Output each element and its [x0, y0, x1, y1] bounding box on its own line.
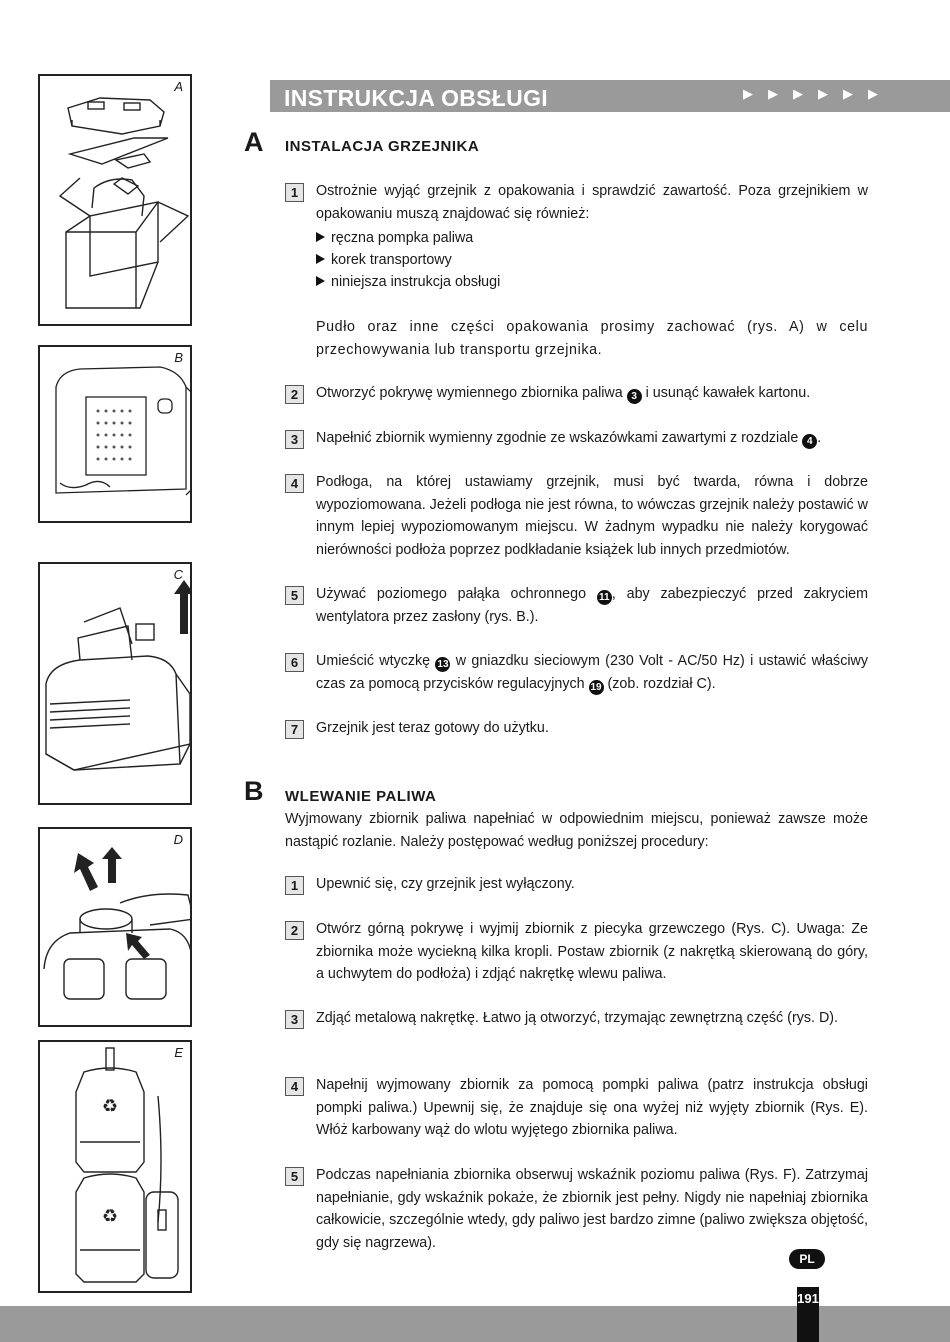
step-number: 6 [285, 653, 304, 672]
reference-number: 3 [627, 389, 642, 404]
step-number: 2 [285, 385, 304, 404]
section-intro: Wyjmowany zbiornik paliwa napełniać w odpowiednim miejscu, ponieważ zawsze może nastąpić rozlanie. Należy postępować według poniższej procedury: [285, 811, 868, 850]
step-text: Ostrożnie wyjąć grzejnik z opakowania i sprawdzić zawartość. Poza grzejnikiem w opakowaniu muszą znajdować się również: [316, 183, 868, 222]
step-text: Otwórz górną pokrywę i wyjmij zbiornik z piecyka grzewczego (Rys. C). Uwaga: Ze zbiornika może wyciekną kilka kropli. Postaw zbiornik (z nakrętką skierowaną do góry, a uchwytem do podłoża) i zdjąć nakrętkę wlewu paliwa. [316, 921, 868, 982]
step-text: Napełnij wyjmowany zbiornik za pomocą pompki paliwa (patrz instrukcja obsługi pompki paliwa.) Upewnij się, że znajduje się ona wyżej niż wyjęty zbiornik (Rys. E). Włóż karbowany wąż do wlotu wyjętego zbiornika paliwa. [316, 1077, 868, 1138]
figure-label: A [174, 79, 183, 94]
arrow-right-icon: ▶ [768, 86, 778, 101]
step-text: Napełnić zbiornik wymienny zgodnie ze wskazówkami zawartymi z rozdziale 4 . [316, 430, 822, 447]
figure-d [38, 827, 192, 1027]
step-text: Umieścić wtyczkę 13 w gniazdku sieciowym (230 Volt - AC/50 Hz) i ustawić właściwy czas za pomocą przycisków regulacyjnych 19 (zob. rozdział C). [316, 653, 868, 693]
bullet-item [316, 271, 500, 293]
step-number: 5 [285, 1167, 304, 1186]
reference-number: 11 [597, 590, 612, 605]
bullet-text: niniejsza instrukcja obsługi [331, 274, 501, 290]
step-number: 3 [285, 430, 304, 449]
step-text: Otworzyć pokrywę wymiennego zbiornika paliwa 3 i usunąć kawałek kartonu. [316, 385, 811, 402]
step-number: 1 [285, 876, 304, 895]
bullet-text: korek transportowy [331, 252, 452, 268]
section-title-b: WLEWANIE PALIWA [285, 788, 437, 805]
section-letter-a: A [244, 127, 264, 157]
arrow-right-icon: ▶ [868, 86, 878, 101]
heater-tank-removal-illustration [40, 564, 192, 805]
figure-c [38, 562, 192, 805]
heater-back-illustration [40, 347, 192, 523]
heater-box-illustration [40, 76, 192, 326]
figure-e [38, 1040, 192, 1293]
bullet-item [316, 227, 473, 249]
step-number: 5 [285, 586, 304, 605]
step-text: Grzejnik jest teraz gotowy do użytku. [316, 720, 549, 736]
cap-removal-illustration [40, 829, 192, 1027]
step-text: Upewnić się, czy grzejnik jest wyłączony. [316, 876, 575, 892]
arrow-right-icon: ▶ [743, 86, 753, 101]
step-number: 4 [285, 474, 304, 493]
page-title: INSTRUKCJA OBSŁUGI [284, 85, 548, 111]
figure-label: B [174, 350, 183, 365]
reference-number: 4 [802, 434, 817, 449]
bullet-text: ręczna pompka paliwa [331, 230, 474, 246]
step-number: 4 [285, 1077, 304, 1096]
reference-number: 13 [437, 659, 449, 670]
step-text: Podłoga, na której ustawiamy grzejnik, musi być twarda, równa i dobrze wypoziomowana. Jeżeli podłoga nie jest równa, to wówczas grzejnik należy postawić w innym lepiej wypoziomowanym miejscu. W żadnym wypadku nie należy korygować nierówności podłoża poprzez podkładanie książek lub innych przedmiotów. [316, 474, 868, 558]
step-number: 7 [285, 720, 304, 739]
arrow-right-icon: ▶ [843, 86, 853, 101]
figure-label: E [174, 1045, 183, 1060]
header-bar [270, 80, 950, 112]
triangle-bullet-icon [316, 254, 325, 264]
section-letter-b: B [244, 776, 264, 806]
header-arrows [743, 86, 878, 102]
step-text: Podczas napełniania zbiornika obserwuj wskaźnik poziomu paliwa (Rys. F). Zatrzymaj napełnianie, gdy wskaźnik pokaże, że zbiornik jest pełny. Nigdy nie napełniaj zbiornika całkowicie, szczególnie wtedy, gdy paliwo jest bardzo zimne (paliwo zwiększa objętość, gdy się nagrzewa). [316, 1167, 869, 1251]
triangle-bullet-icon [316, 232, 325, 242]
figure-b [38, 345, 192, 523]
triangle-bullet-icon [316, 276, 325, 286]
reference-number: 19 [590, 681, 602, 693]
figure-label: C [173, 567, 183, 582]
step-text: Używać poziomego pałąka ochronnego 11 , aby zabezpieczyć przed zakryciem wentylatora przez zasłony (rys. B.). [316, 586, 868, 625]
pump-filling-illustration [40, 1042, 192, 1293]
step-number: 2 [285, 921, 304, 940]
language-badge: PL [789, 1249, 825, 1269]
bullet-item [316, 249, 452, 271]
step-number: 3 [285, 1010, 304, 1029]
svg-text:♻: ♻ [101, 1206, 119, 1226]
arrow-right-icon: ▶ [793, 86, 803, 101]
section-title-a: INSTALACJA GRZEJNIKA [285, 138, 480, 155]
figure-label: D [173, 832, 183, 847]
figure-a [38, 74, 192, 326]
svg-text:♻: ♻ [101, 1096, 119, 1116]
step-number: 1 [285, 183, 304, 202]
arrow-right-icon: ▶ [818, 86, 828, 101]
step-text: Zdjąć metalową nakrętkę. Łatwo ją otworzyć, trzymając zewnętrzną część (rys. D). [316, 1010, 839, 1026]
packaging-note: Pudło oraz inne części opakowania prosimy zachować (rys. A) w celu przechowywania lub transportu grzejnika. [316, 319, 868, 358]
page-number: 191 [797, 1287, 819, 1342]
